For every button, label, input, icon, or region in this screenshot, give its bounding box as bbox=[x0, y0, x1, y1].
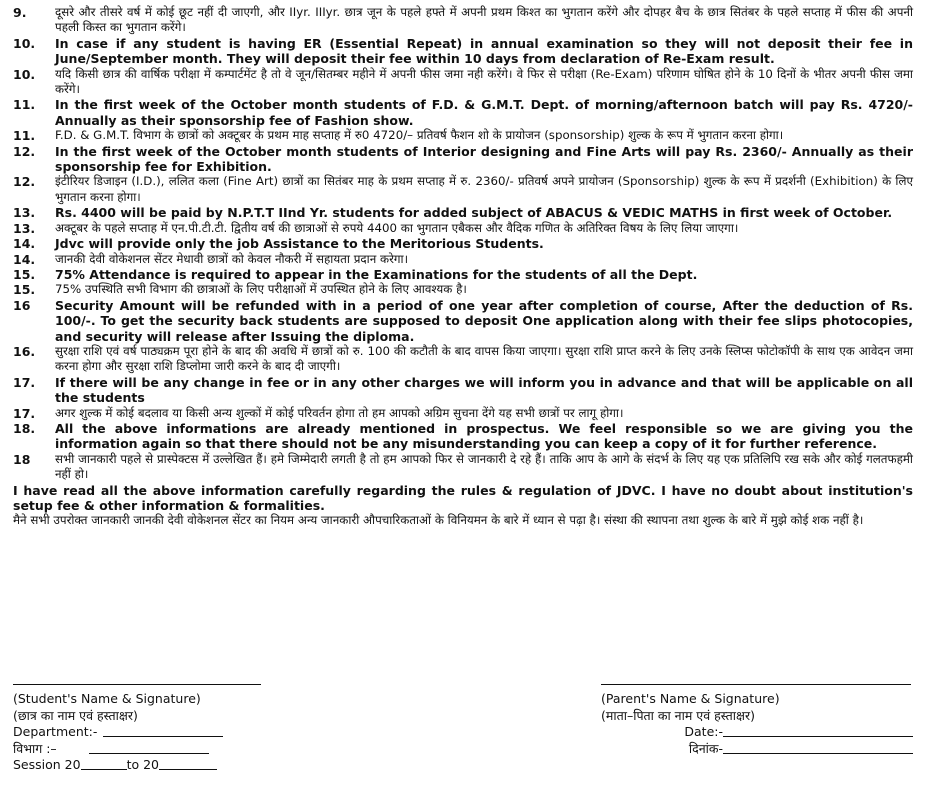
rule-number: 10. bbox=[13, 66, 36, 82]
rule-number: 9. bbox=[13, 5, 27, 20]
rule-item bbox=[13, 298, 913, 344]
date-hi-blank bbox=[723, 741, 913, 754]
rule-item bbox=[13, 221, 913, 236]
rule-item bbox=[13, 282, 913, 297]
rule-text: सुरक्षा राशि एवं वर्ष पाठ्यक्रम पूरा होने के बाद की अवधि में छात्रों को रु. 100 की कटौती के बाद वापस किया जाएगा। सुरक्षा राशि प्राप्त करने के लिए उनके स्लिप्स फोटोकॉपी के साथ एक आवेदन जमा करना होगा और सुरक्षा राशि डिप्लोमा जारी करने के बाद दी जाएगी। bbox=[55, 343, 913, 374]
rule-item bbox=[13, 144, 913, 175]
rule-number: 12. bbox=[13, 174, 36, 190]
rule-text: जानकी देवी वोकेशनल सेंटर मेधावी छात्रों को केवल नौकरी में सहायता प्रदान करेगा। bbox=[55, 251, 409, 266]
rule-item bbox=[13, 344, 913, 375]
rule-number: 13. bbox=[13, 205, 36, 221]
rule-text: In the first week of the October month students of Interior designing and Fine Arts will pay Rs. 2360/- Annually as their sponsorship fee for Exhibition. bbox=[55, 143, 913, 175]
rule-item bbox=[13, 205, 913, 220]
parent-signature-label-hi: (माता–पिता का नाम एवं हस्ताक्षर) bbox=[601, 707, 755, 723]
rule-item bbox=[13, 174, 913, 205]
rule-number: 11. bbox=[13, 128, 36, 144]
session-start-blank bbox=[81, 757, 127, 770]
date-hi-label: दिनांक- bbox=[688, 740, 723, 756]
rule-number: 16. bbox=[13, 343, 36, 359]
session-field bbox=[13, 757, 303, 774]
date-field bbox=[601, 724, 913, 741]
rule-number: 17. bbox=[13, 405, 36, 421]
rule-text: दूसरे और तीसरे वर्ष में कोई छूट नहीं दी जाएगी, और IIyr. IIIyr. छात्र जून के पहले हफ्ते में अपनी प्रथम किश्त का भुगतान करेंगे और दोपहर बैच के छात्र सितंबर के पहले सप्ताह में फीस की अपनी पहली किस्त का भुगतान करेंगे। bbox=[55, 5, 913, 35]
rule-number: 18. bbox=[13, 420, 36, 436]
rule-text: अक्टूबर के पहले सप्ताह में एन.पी.टी.टी. द्वितीय वर्ष की छात्राओं से रुपये 4400 का भुगतान एबैकस और वैदिक गणित के अतिरिक्त विषय के लिए लिया जाएगा। bbox=[55, 220, 739, 235]
rule-item bbox=[13, 252, 913, 267]
session-end-blank bbox=[159, 757, 217, 770]
rule-number: 10. bbox=[13, 35, 36, 51]
department-hi-field bbox=[13, 741, 303, 758]
rule-item bbox=[13, 97, 913, 128]
rule-text: इंटीरियर डिजाइन (I.D.), ललित कला (Fine Art) छात्रों का सितंबर माह के प्रथम सप्ताह में रु. 2360/- प्रतिवर्ष अपने प्रायोजन (Sponsorship) शुल्क के रूप में प्रदर्शनी (Exhibition) के लिए भुगतान करना होगा। bbox=[55, 174, 913, 204]
rule-item bbox=[13, 406, 913, 421]
rule-text: All the above informations are already mentioned in prospectus. We feel responsible so we are giving you the information again so that there should not be any misunderstanding you can keep a copy of it for further reference. bbox=[55, 420, 913, 452]
session-middle: to 20 bbox=[126, 757, 160, 772]
declaration-hi: मैने सभी उपरोक्त जानकारी जानकी देवी वोकेशनल सेंटर का नियम अन्य जानकारी औपचारिकताओं के विनियमन के बारे में ध्यान से पढ़ा है। संस्था की स्थापना तथा शुल्क के बारे में मुझे कोई शक नहीं है। bbox=[13, 513, 864, 528]
parent-signature-label: (Parent's Name & Signature) bbox=[601, 691, 780, 706]
department-hi-label: विभाग :– bbox=[13, 740, 57, 756]
date-hi-field bbox=[601, 741, 913, 758]
rules-list bbox=[13, 5, 913, 483]
rule-item bbox=[13, 236, 913, 251]
student-signature-label: (Student's Name & Signature) bbox=[13, 691, 201, 706]
rule-number: 14. bbox=[13, 236, 36, 252]
rule-text: 75% उपस्थिति सभी विभाग की छात्राओं के लिए परीक्षाओं में उपस्थित होने के लिए आवश्यक है। bbox=[55, 282, 467, 297]
rule-text: In the first week of the October month students of F.D. & G.M.T. Dept. of morning/afternoon batch will pay Rs. 4720/- Annually as their sponsorship fee of Fashion show. bbox=[55, 97, 913, 128]
parent-signature-line bbox=[601, 684, 911, 685]
rule-number: 16 bbox=[13, 297, 31, 313]
rule-number: 15. bbox=[13, 282, 36, 298]
department-label: Department:- bbox=[13, 724, 98, 739]
rule-number: 11. bbox=[13, 97, 36, 113]
rule-item bbox=[13, 36, 913, 67]
rule-item bbox=[13, 267, 913, 282]
rule-text: अगर शुल्क में कोई बदलाव या किसी अन्य शुल्कों में कोई परिवर्तन होगा तो हम आपको अग्रिम सुचना देंगे यह सभी छात्रों पर लागू होगा। bbox=[55, 405, 624, 420]
rule-text: सभी जानकारी पहले से प्रास्पेक्टस में उल्लेखित हैं। हमे जिम्मेदारी लगती है तो हम आपको फिर से जानकारी दे रहे हैं। ताकि आप के आगे के संदर्भ के लिए यह एक प्रतिलिपि रख सके और कोई गलतफहमी नहीं हो। bbox=[55, 451, 913, 482]
rule-item bbox=[13, 67, 913, 98]
student-signature-line bbox=[13, 684, 261, 685]
rule-number: 15. bbox=[13, 266, 36, 282]
rule-number: 17. bbox=[13, 374, 36, 390]
rule-number: 13. bbox=[13, 220, 36, 236]
rule-item bbox=[13, 421, 913, 452]
rule-number: 12. bbox=[13, 143, 36, 159]
rule-item bbox=[13, 5, 913, 36]
department-hi-blank bbox=[89, 741, 209, 754]
rule-text: Security Amount will be refunded with in a period of one year after completion of course, After the deduction of Rs. 100/-. To get the security back students are supposed to deposit One application along with their fee slips photocopies, and security will release after Issuing the diploma. bbox=[55, 297, 913, 344]
student-signature-block bbox=[13, 684, 303, 774]
rule-text: F.D. & G.M.T. विभाग के छात्रों को अक्टूबर के प्रथम माह सप्ताह में रु0 4720/– प्रतिवर्ष फैशन शो के प्रायोजन (sponsorship) शुल्क के रूप में भुगतान करना होगा। bbox=[55, 128, 784, 143]
department-blank bbox=[103, 724, 223, 737]
rule-number: 18 bbox=[13, 451, 31, 467]
rule-text: Jdvc will provide only the job Assistance to the Meritorious Students. bbox=[55, 236, 544, 252]
date-label: Date:- bbox=[684, 724, 723, 739]
student-signature-label-hi: (छात्र का नाम एवं हस्ताक्षर) bbox=[13, 707, 138, 723]
rule-number: 14. bbox=[13, 251, 36, 267]
department-field bbox=[13, 724, 303, 741]
declaration-en: I have read all the above information carefully regarding the rules & regulation of JDVC. I have no doubt about institution's setup fee & other information & formalities. bbox=[13, 482, 913, 513]
date-blank bbox=[723, 724, 913, 737]
rule-item bbox=[13, 375, 913, 406]
rule-text: In case if any student is having ER (Essential Repeat) in annual examination so they will not deposit their fee in June/September month. They will deposit their fee within 10 days from declaration of Re-Exam result. bbox=[55, 35, 913, 67]
parent-signature-block bbox=[601, 684, 913, 757]
rule-text: यदि किसी छात्र की वार्षिक परीक्षा में कम्पार्टमेंट है तो वे जून/सितम्बर महीने में अपनी फीस जमा नही करेंगे। वे फिर से परीक्षा (Re-Exam) परिणाम घोषित होने के 10 दिनों के भीतर अपनी फीस जमा करेंगे। bbox=[55, 66, 913, 97]
rule-text: Rs. 4400 will be paid by N.P.T.T IInd Yr. students for added subject of ABACUS & VEDIC MATHS in first week of October. bbox=[55, 205, 893, 221]
rule-text: If there will be any change in fee or in any other charges we will inform you in advance and that will be applicable on all the students bbox=[55, 374, 913, 406]
rule-item bbox=[13, 452, 913, 483]
rule-text: 75% Attendance is required to appear in the Examinations for the students of all the Dept. bbox=[55, 266, 698, 282]
rule-item bbox=[13, 128, 913, 143]
session-prefix: Session 20 bbox=[13, 757, 81, 772]
